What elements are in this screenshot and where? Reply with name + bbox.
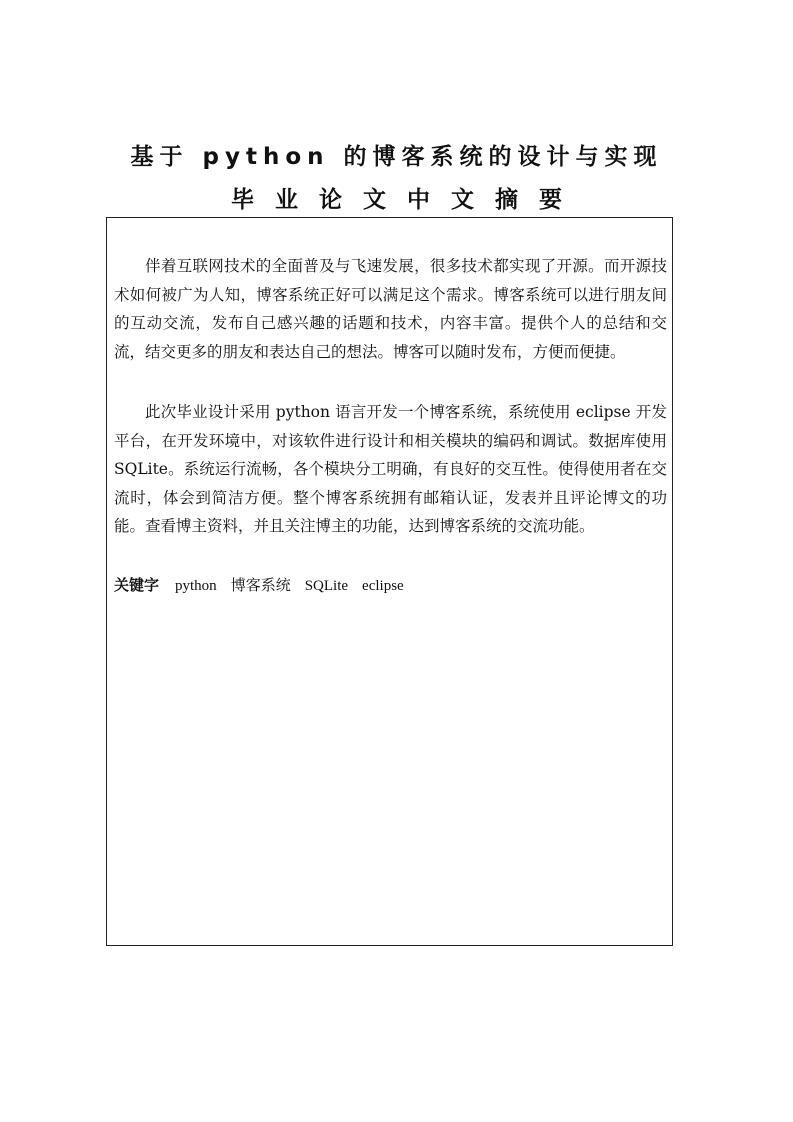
keywords-label: 关键字 <box>114 576 160 594</box>
keyword-item: python <box>175 578 217 594</box>
abstract-heading-char: 文 <box>363 187 386 213</box>
keyword-item: 博客系统 <box>230 578 291 594</box>
keyword-item: eclipse <box>362 578 404 594</box>
abstract-paragraph-2: 此次毕业设计采用 python 语言开发一个博客系统，系统使用 eclipse 开发平台，在开发环境中，对该软件进行设计和相关模块的编码和调试。数据库使用 SQLite。系统运行流畅，各个模块分工明确，有良好的交互性。使得使用者在交流时，体会到简洁方便。整个博客系统拥有邮箱认证，发表并且评论博文的功能。查看博主资料，并且关注博主的功能，达到博客系统的交流功能。 <box>114 403 667 536</box>
abstract-heading-char: 毕 <box>231 187 254 213</box>
abstract-heading <box>0 181 793 214</box>
keyword-item: SQLite <box>304 578 349 594</box>
abstract-heading-char: 要 <box>539 187 562 213</box>
keywords-line <box>114 574 418 595</box>
abstract-heading-char: 摘 <box>495 187 518 213</box>
abstract-heading-char: 论 <box>319 187 342 213</box>
thesis-title: 基于 python 的博客系统的设计与实现 <box>130 144 663 170</box>
abstract-paragraph-1: 伴着互联网技术的全面普及与飞速发展，很多技术都实现了开源。而开源技术如何被广为人知，博客系统正好可以满足这个需求。博客系统可以进行朋友间的互动交流，发布自己感兴趣的话题和技术，内容丰富。提供个人的总结和交流，结交更多的朋友和表达自己的想法。博客可以随时发布，方便而便捷。 <box>114 257 667 361</box>
abstract-heading-char: 中 <box>407 187 430 213</box>
abstract-heading-char: 文 <box>451 187 474 213</box>
abstract-box <box>106 217 673 946</box>
abstract-heading-char: 业 <box>275 187 298 213</box>
